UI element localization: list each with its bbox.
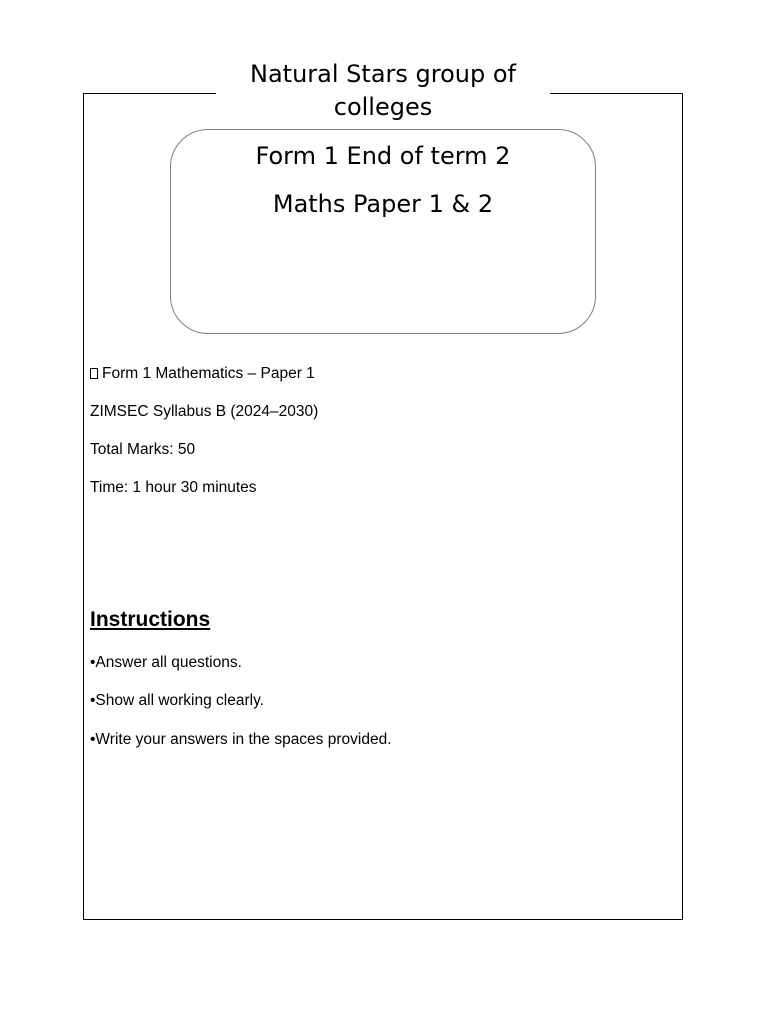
total-marks-text: Total Marks: 50 (90, 441, 196, 458)
time-text: Time: 1 hour 30 minutes (90, 479, 257, 496)
school-title-line-2: colleges (333, 93, 433, 121)
exam-term-title: Form 1 End of term 2 (255, 142, 511, 170)
syllabus-text: ZIMSEC Syllabus B (2024–2030) (90, 403, 319, 420)
missing-glyph-icon (90, 368, 98, 379)
school-title (216, 58, 550, 124)
exam-heading-box (170, 129, 596, 334)
instruction-item: •Write your answers in the spaces provided. (90, 731, 392, 748)
instructions-heading: Instructions (90, 608, 211, 631)
instruction-item: •Answer all questions. (90, 654, 242, 671)
exam-paper-title: Maths Paper 1 & 2 (272, 190, 494, 218)
paper-subject-line (90, 364, 315, 384)
paper-subject: Form 1 Mathematics – Paper 1 (102, 365, 315, 382)
school-title-line-1: Natural Stars group of (250, 60, 516, 88)
instruction-item: •Show all working clearly. (90, 692, 264, 709)
